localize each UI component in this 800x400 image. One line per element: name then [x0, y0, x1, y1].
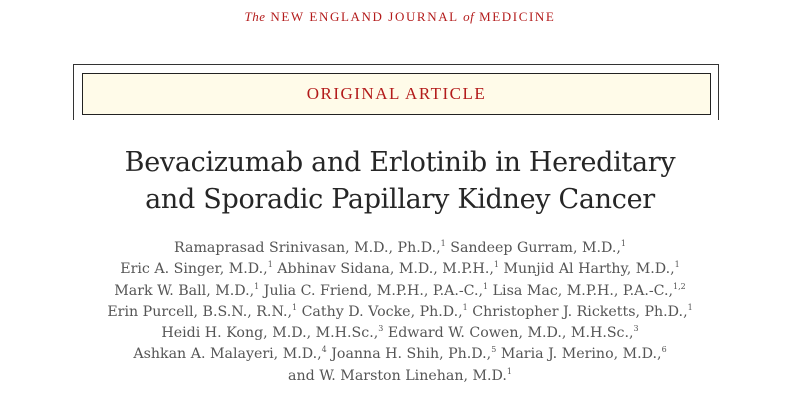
article-title-line: Bevacizumab and Erlotinib in Hereditary: [124, 147, 676, 178]
author-name: Munjid Al Harthy, M.D.,: [503, 261, 675, 278]
affiliation-marker: 1: [674, 260, 680, 270]
author-name: Edward W. Cowen, M.D., M.H.Sc.,: [387, 325, 634, 342]
masthead-medicine: MEDICINE: [479, 9, 556, 24]
author-name: Ashkan A. Malayeri, M.D.,: [133, 346, 322, 363]
author-name: Sandeep Gurram, M.D.,: [450, 240, 621, 256]
author-line: [0, 238, 800, 259]
author-name: Eric A. Singer, M.D.,: [120, 261, 268, 278]
author-line: [0, 281, 800, 302]
author-line: [0, 366, 800, 387]
affiliation-marker: 4: [321, 345, 327, 355]
article-title: [0, 144, 800, 218]
affiliation-marker: 1: [267, 260, 273, 270]
affiliation-marker: 1: [687, 302, 693, 312]
author-line: [0, 259, 800, 280]
author-line: [0, 323, 800, 344]
author-name: Ramaprasad Srinivasan, M.D., Ph.D.,: [173, 240, 441, 256]
affiliation-marker: 5: [491, 345, 497, 355]
affiliation-marker: 1: [506, 366, 512, 376]
affiliation-marker: 6: [661, 345, 667, 355]
author-line: [0, 302, 800, 323]
affiliation-marker: 1: [254, 281, 260, 291]
affiliation-marker: 1: [620, 239, 627, 248]
author-line: [0, 344, 800, 365]
masthead-the: The: [244, 9, 266, 24]
author-list: [0, 238, 800, 387]
affiliation-marker: 1: [291, 302, 298, 312]
author-name: Maria J. Merino, M.D.,: [500, 346, 662, 363]
author-name: Erin Purcell, B.S.N., R.N.,: [107, 303, 292, 320]
affiliation-marker: 1: [493, 260, 499, 270]
author-name: Mark W. Ball, M.D.,: [114, 282, 255, 299]
author-name: Cathy D. Vocke, Ph.D.,: [301, 303, 463, 320]
author-name: Christopher J. Ricketts, Ph.D.,: [472, 303, 688, 320]
article-type-banner: [82, 73, 711, 115]
journal-masthead: [0, 9, 800, 25]
affiliation-marker: 1: [483, 281, 489, 291]
affiliation-marker: 3: [378, 324, 384, 334]
affiliation-marker: 1: [440, 239, 446, 248]
author-name: Lisa Mac, M.P.H., P.A.-C.,: [492, 282, 673, 299]
author-name: and W. Marston Linehan, M.D.: [288, 367, 507, 384]
masthead-journal-name: NEW ENGLAND JOURNAL: [270, 9, 459, 24]
affiliation-marker: 1: [462, 302, 468, 312]
article-title-line: and Sporadic Papillary Kidney Cancer: [145, 184, 655, 215]
masthead-of: of: [463, 9, 475, 24]
author-name: Heidi H. Kong, M.D., M.H.Sc.,: [161, 325, 379, 342]
author-name: Julia C. Friend, M.P.H., P.A.-C.,: [263, 282, 484, 299]
affiliation-marker: 1,2: [673, 281, 686, 291]
author-name: Joanna H. Shih, Ph.D.,: [331, 346, 492, 363]
author-name: Abhinav Sidana, M.D., M.P.H.,: [277, 261, 494, 278]
affiliation-marker: 3: [633, 324, 639, 334]
article-type-label: ORIGINAL ARTICLE: [306, 84, 487, 103]
